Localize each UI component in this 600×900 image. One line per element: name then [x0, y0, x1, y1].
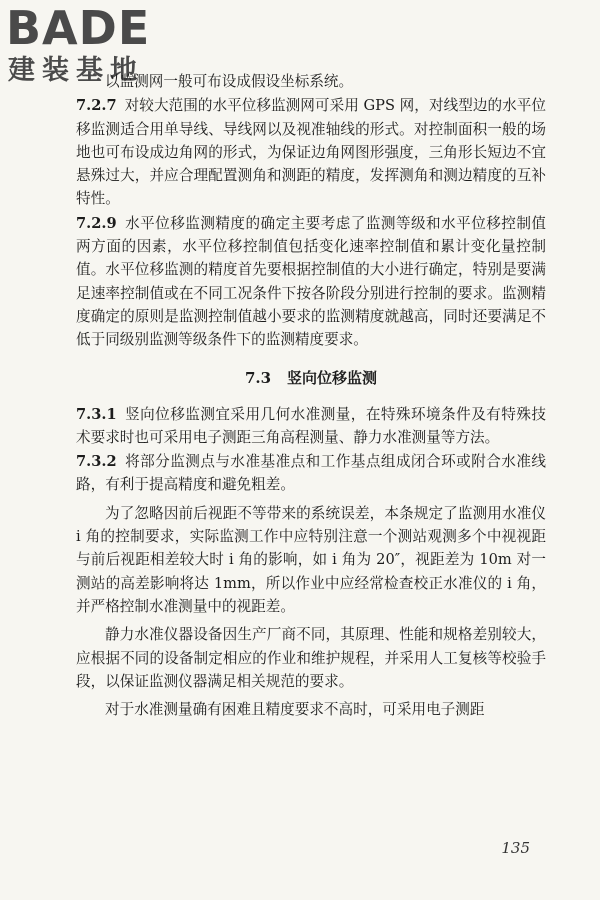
clause-7-2-7 — [76, 94, 546, 210]
clause-7-2-9 — [76, 212, 546, 352]
clause-7-3-2 — [76, 450, 546, 497]
clause-text: 水平位移监测精度的确定主要考虑了监测等级和水平位移控制值两方面的因素，水平位移控制值包括变化速率控制值和累计变化量控制值。水平位移监测的精度首先要根据控制值的大小进行确定，特别是要满足速率控制值或在不同工况条件下按各阶段分别进行控制的要求。监测精度确定的原则是监测控制值越小要求的监测精度就越高，同时还要满足不低于同级别监测等级条件下的监测精度要求。 — [76, 214, 546, 349]
section-title: 竖向位移监测 — [287, 368, 378, 387]
top-line: 以监测网一般可布设成假设坐标系统。 — [105, 73, 354, 90]
paragraph: 为了忽略因前后视距不等带来的系统误差，本条规定了监测用水准仪 i 角的控制要求，实际监测工作中应特别注意一个测站观测多个中视视距与前后视距相差较大时 i 角的影响，如 i 角为 20″，视距差为 10m 对一测站的高差影响将达 1mm，所以作业中应经常检查校正水准仪的 i 角，并严格控制水准测量中的视距差。 — [76, 504, 546, 615]
clause-number: 7.2.9 — [76, 214, 117, 232]
logo-sub-text: 建装基地 — [8, 55, 144, 86]
clause-text: 将部分监测点与水准基准点和工作基点组成闭合环或附合水准线路，有利于提高精度和避免粗差。 — [76, 453, 546, 494]
paragraph: 静力水准仪器设备因生产厂商不同，其原理、性能和规格差别较大，应根据不同的设备制定相应的作业和维护规程，并采用人工复核等校验手段，以保证监测仪器满足相关规范的要求。 — [76, 626, 546, 690]
clause-number: 7.3.1 — [76, 405, 117, 423]
page-content — [76, 70, 546, 721]
logo-main-text: BADE — [6, 1, 151, 55]
clause-number: 7.3.2 — [76, 453, 117, 471]
clause-text: 竖向位移监测宜采用几何水准测量，在特殊环境条件及有特殊技术要求时也可采用电子测距三角高程测量、静力水准测量等方法。 — [76, 405, 546, 446]
clause-7-3-1 — [76, 403, 546, 450]
page-number: 135 — [501, 839, 530, 857]
section-number: 7.3 — [244, 368, 272, 387]
section-heading — [76, 367, 546, 389]
clause-number: 7.2.7 — [76, 97, 117, 115]
paragraph: 对于水准测量确有困难且精度要求不高时，可采用电子测距 — [105, 701, 485, 719]
clause-text: 对较大范围的水平位移监测网可采用 GPS 网，对线型边的水平位移监测适合用单导线、导线网以及视准轴线的形式。对控制面积一般的场地也可布设成边角网的形式，为保证边角网图形强度，三角形长短边不宜悬殊过大，并应合理配置测角和测距的精度，发挥测角和测边精度的互补特性。 — [76, 97, 546, 208]
